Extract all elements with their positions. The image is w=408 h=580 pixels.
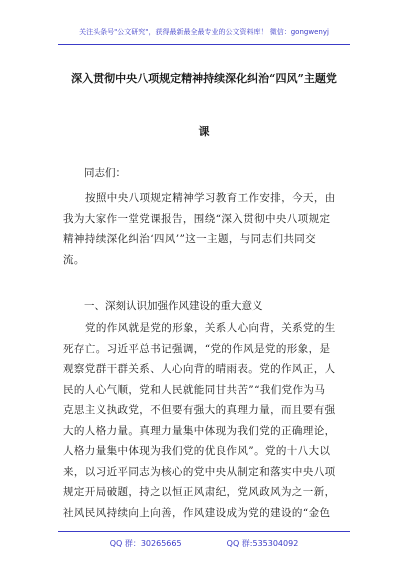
intro-line: 我为大家作一堂党课报告，围绕“深入贯彻中央八项规定	[63, 212, 331, 225]
intro-paragraph	[63, 188, 344, 270]
intro-line: 精神持续深化纠治‘四风’”这一主题，与同志们共同交	[63, 233, 317, 245]
body-line: 观察党群干群关系、人心向背的晴雨表。党的作风正，人	[63, 363, 336, 375]
salutation: 同志们：	[84, 167, 126, 179]
body-line: 克思主义执政党，不但要有强大的真理力量，而且要有强	[63, 404, 336, 416]
footer-divider	[58, 531, 350, 532]
body-line: 民的人心气顺，党和人民就能同甘共苦”“我们党作为马	[63, 383, 326, 396]
body-line: 大的人格力量。真理力量集中体现为我们党的正确理论，	[63, 424, 336, 437]
body-line: 死存亡。习近平总书记强调，“党的作风是党的形象，是	[63, 342, 331, 355]
header-divider	[58, 44, 350, 45]
body-line: 规定开局破题，持之以恒正风肃纪，党风政风为之一新，	[63, 486, 336, 498]
intro-line: 流。	[63, 253, 85, 266]
intro-line: 按照中央八项规定精神学习教育工作安排，今天，由	[85, 192, 336, 204]
body-line: 社风民风持续向上向善，作风建设成为党的建设的“金色	[63, 506, 331, 519]
footer-qq-group-1: QQ 群：30265665	[109, 539, 182, 548]
section-heading: 一、深刻认识加强作风建设的重大意义	[84, 300, 263, 312]
body-paragraph	[63, 318, 344, 523]
body-line: 人格力量集中体现为我们党的优良作风”。党的十八大以	[63, 445, 331, 457]
footer-qq-group-2: QQ 群:535304092	[226, 539, 299, 548]
body-line: 党的作风就是党的形象，关系人心向背，关系党的生	[85, 322, 336, 334]
header-banner: 关注头条号"公文研究"，获得最新最全最专业的公文资料库！ 微信：gongwenyj	[79, 28, 329, 36]
body-line: 来，以习近平同志为核心的党中央从制定和落实中央八项	[63, 465, 336, 478]
footer-banner	[0, 538, 408, 549]
document-title-line-1: 深入贯彻中央八项规定精神持续深化纠治“四风”主题党	[71, 72, 337, 85]
document-title-line-2: 课	[198, 125, 210, 138]
